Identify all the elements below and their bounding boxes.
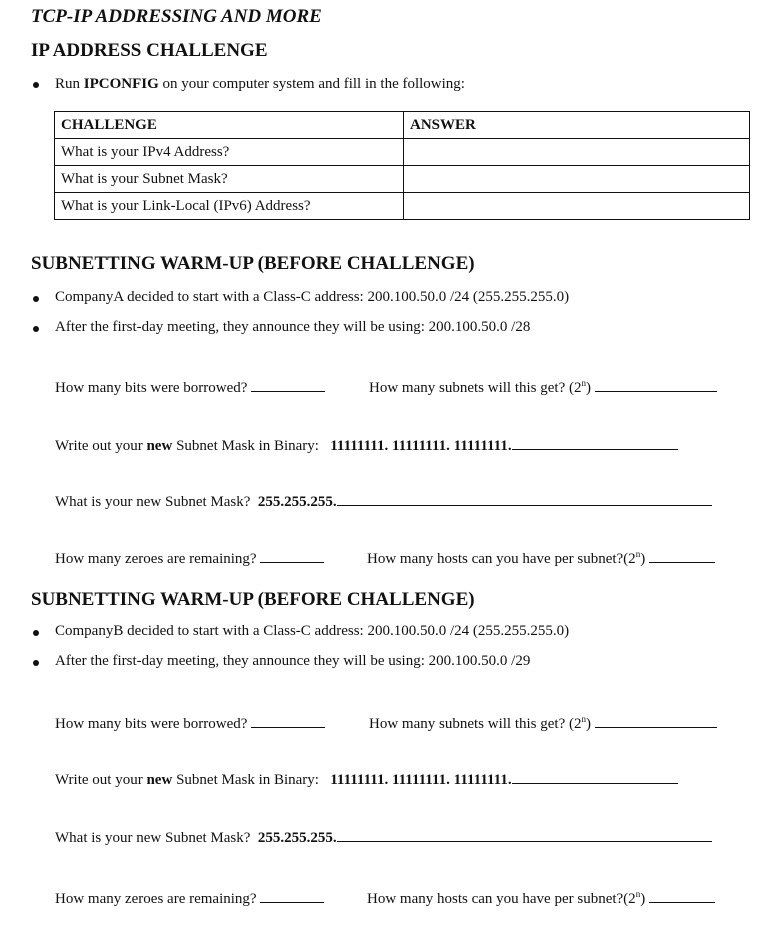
answer-blank[interactable] [595, 377, 717, 392]
question-subnets: How many subnets will this get? (2$^n$) [369, 713, 717, 733]
company-announcement: After the first-day meeting, they announce they will be using: 200.100.50.0 /29 [55, 653, 531, 669]
bullet-icon [33, 660, 39, 666]
company-announcement: After the first-day meeting, they announce they will be using: 200.100.50.0 /28 [55, 319, 531, 335]
answer-column-header: ANSWER [404, 112, 750, 139]
table-row [55, 166, 750, 193]
ipconfig-instruction: Run IPCONFIG on your computer system and fill in the following: [55, 76, 465, 92]
ip-challenge-table [54, 111, 750, 220]
table-header-row [55, 112, 750, 139]
answer-cell[interactable] [404, 166, 750, 193]
question-zeroes: How many zeroes are remaining? [55, 888, 324, 908]
answer-blank[interactable] [337, 491, 712, 506]
bullet-icon [33, 296, 39, 302]
bullet-icon [33, 326, 39, 332]
answer-blank[interactable] [649, 888, 715, 903]
challenge-cell: What is your Subnet Mask? [55, 166, 404, 193]
question-new-mask: What is your new Subnet Mask? 255.255.255. [55, 491, 712, 511]
answer-blank[interactable] [260, 888, 324, 903]
table-row [55, 193, 750, 220]
bullet-icon [33, 630, 39, 636]
answer-blank[interactable] [595, 713, 717, 728]
bullet-icon [33, 82, 39, 88]
challenge-cell: What is your Link-Local (IPv6) Address? [55, 193, 404, 220]
answer-blank[interactable] [512, 435, 678, 450]
answer-blank[interactable] [251, 713, 325, 728]
question-hosts: How many hosts can you have per subnet?(2$^n$) [367, 888, 715, 908]
question-bits-borrowed: How many bits were borrowed? [55, 713, 325, 733]
question-zeroes: How many zeroes are remaining? [55, 548, 324, 568]
answer-cell[interactable] [404, 139, 750, 166]
challenge-cell: What is your IPv4 Address? [55, 139, 404, 166]
question-subnets: How many subnets will this get? (2$^n$) [369, 377, 717, 397]
company-intro: CompanyB decided to start with a Class-C address: 200.100.50.0 /24 (255.255.255.0) [55, 623, 570, 639]
question-hosts: How many hosts can you have per subnet?(2$^n$) [367, 548, 715, 568]
question-binary-mask: Write out your new Subnet Mask in Binary: 11111111. 11111111. 11111111. [55, 769, 678, 789]
answer-blank[interactable] [260, 548, 324, 563]
challenge-column-header: CHALLENGE [55, 112, 404, 139]
table-row [55, 139, 750, 166]
question-new-mask: What is your new Subnet Mask? 255.255.255. [55, 827, 712, 847]
answer-blank[interactable] [337, 827, 712, 842]
section-heading: SUBNETTING WARM-UP (BEFORE CHALLENGE) [31, 589, 475, 610]
document-title: TCP-IP ADDRESSING AND MORE [31, 6, 322, 27]
answer-cell[interactable] [404, 193, 750, 220]
answer-blank[interactable] [512, 769, 678, 784]
section-heading: SUBNETTING WARM-UP (BEFORE CHALLENGE) [31, 253, 475, 274]
answer-blank[interactable] [649, 548, 715, 563]
company-intro: CompanyA decided to start with a Class-C address: 200.100.50.0 /24 (255.255.255.0) [55, 289, 570, 305]
question-binary-mask: Write out your new Subnet Mask in Binary: 11111111. 11111111. 11111111. [55, 435, 678, 455]
answer-blank[interactable] [251, 377, 325, 392]
question-bits-borrowed: How many bits were borrowed? [55, 377, 325, 397]
ip-challenge-heading: IP ADDRESS CHALLENGE [31, 40, 268, 61]
